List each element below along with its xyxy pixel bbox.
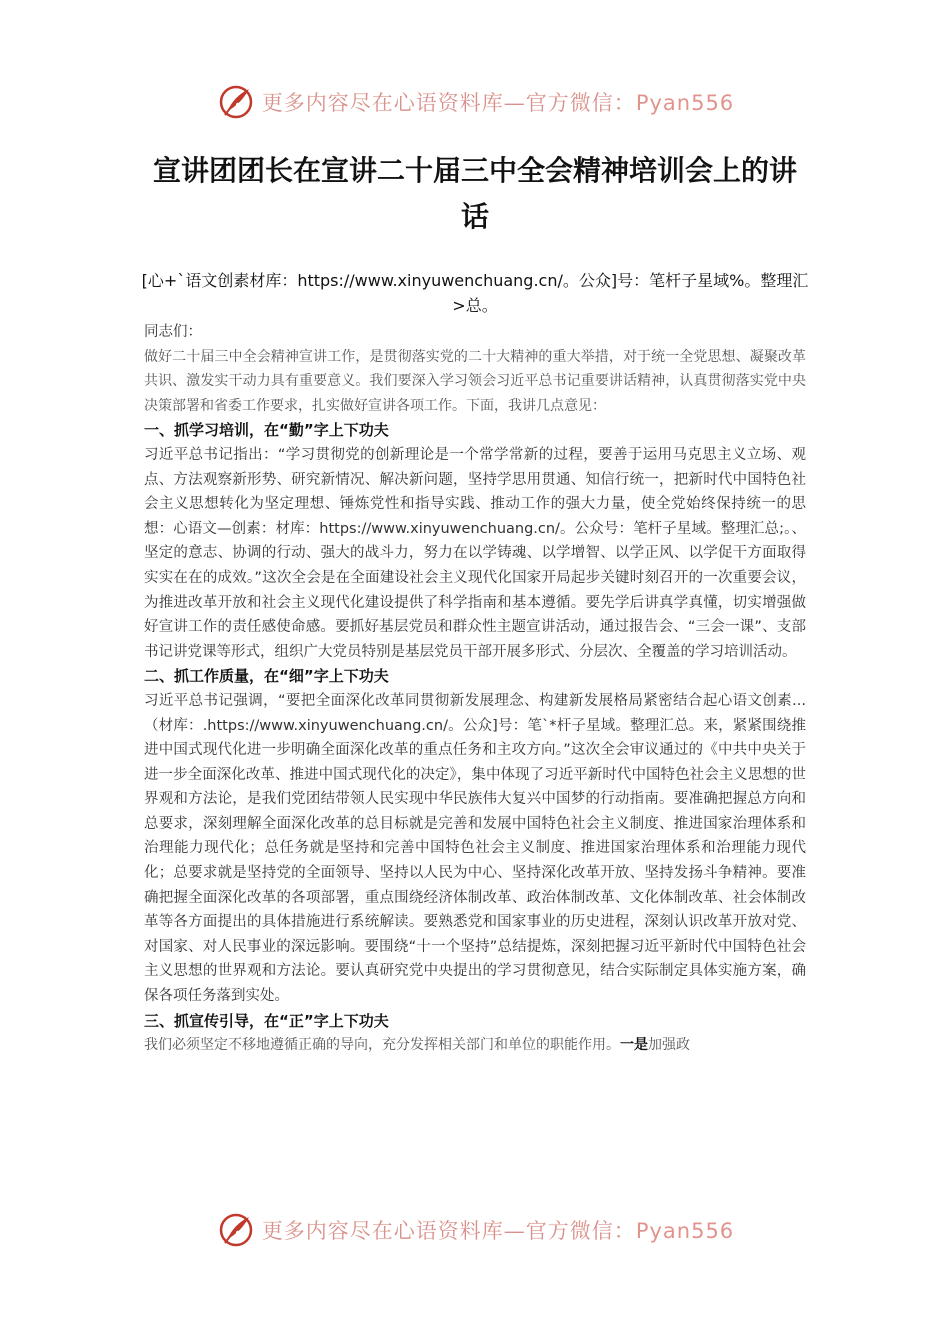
header-watermark-banner	[0, 80, 950, 124]
banner-text: 更多内容尽在心语资料库—官方微信：Pyan556	[261, 1219, 735, 1243]
quill-logo-icon	[216, 1210, 256, 1250]
footer-watermark-banner	[0, 1208, 950, 1252]
document-body	[144, 320, 806, 1058]
intro-paragraph: 做好二十届三中全会精神宣讲工作，是贯彻落实党的二十大精神的重大举措，对于统一全党思想、凝聚改革共识、激发实干动力具有重要意义。我们要深入学习领会习近平总书记重要讲话精神，认真贯彻落实党中央决策部署和省委工作要求，扎实做好宣讲各项工作。下面，我讲几点意见：	[144, 348, 806, 414]
section-heading-3: 三、抓宣传引导，在“正”字上下功夫	[144, 1011, 389, 1030]
quill-logo-icon	[216, 82, 256, 122]
page-title: 宣讲团团长在宣讲二十届三中全会精神培训会上的讲话	[152, 154, 797, 233]
section-paragraph-1: 习近平总书记指出：“学习贯彻党的创新理论是一个常学常新的过程，要善于运用马克思主义立场、观点、方法观察新形势、研究新情况、解决新问题，坚持学思用贯通、知信行统一，把新时代中国特色社会主义思想转化为坚定理想、锤炼党性和指导实践、推动工作的强大力量，使全党始终保持统一的思想：心语文—创素：材库：https://www.xinyuwenchuang.cn/。公众号：笔杆子星域。整理汇总;。、坚定的意志、协调的行动、强大的战斗力，努力在以学铸魂、以学增智、以学正风、以学促干方面取得实实在在的成效。”这次全会是在全面建设社会主义现代化国家开局起步关键时刻召开的一次重要会议，为推进改革开放和社会主义现代化建设提供了科学指南和基本遵循。要先学后讲真学真懂，切实增强做好宣讲工作的责任感使命感。要抓好基层党员和群众性主题宣讲活动，通过报告会、“三会一课”、支部书记讲党课等形式，组织广大党员特别是基层党员干部开展多形式、分层次、全覆盖的学习培训活动。	[144, 446, 806, 660]
salutation: 同志们：	[144, 324, 202, 340]
section-paragraph-2: 习近平总书记强调，“要把全面深化改革同贯彻新发展理念、构建新发展格局紧密结合起心语文创素...（材库：.https://www.xinyuwenchuang.cn/。公众]号：笔`*杆子星域。整理汇总。来，紧紧围绕推进中国式现代化进一步明确全面深化改革的重点任务和主攻方向。”这次全会审议通过的《中共中央关于进一步全面深化改革、推进中国式现代化的决定》，集中体现了习近平新时代中国特色社会主义思想的世界观和方法论，是我们党团结带领人民实现中华民族伟大复兴中国梦的行动指南。要准确把握总方向和总要求，深刻理解全面深化改革的总目标就是完善和发展中国特色社会主义制度、推进国家治理体系和治理能力现代化；总任务就是坚持和完善中国特色社会主义制度、推进国家治理体系和治理能力现代化；总要求就是坚持党的全面领导、坚持以人民为中心、坚持深化改革开放、坚持发扬斗争精神。要准确把握全面深化改革的各项部署，重点围绕经济体制改革、政治体制改革、文化体制改革、社会体制改革等各方面提出的具体措施进行系统解读。要熟悉党和国家事业的历史进程，深刻认识改革开放对党、对国家、对人民事业的深远影响。要围绕“十一个坚持”总结提炼，深刻把握习近平新时代中国特色社会主义思想的世界观和方法论。要认真研究党中央提出的学习贯彻意见，结合实际制定具体实施方案，确保各项任务落到实处。	[144, 692, 806, 1005]
section-paragraph-3: 我们必须坚定不移地遵循正确的导向，充分发挥相关部门和单位的职能作用。一是加强政	[144, 1037, 690, 1054]
section-heading-1: 一、抓学习培训，在“勤”字上下功夫	[144, 421, 389, 440]
source-line: [心+`语文创素材库：https://www.xinyuwenchuang.cn/。公众]号：笔杆子星域%。整理汇>总。	[141, 271, 809, 315]
banner-text: 更多内容尽在心语资料库—官方微信：Pyan556	[261, 91, 735, 115]
section-heading-2: 二、抓工作质量，在“细”字上下功夫	[144, 667, 389, 686]
